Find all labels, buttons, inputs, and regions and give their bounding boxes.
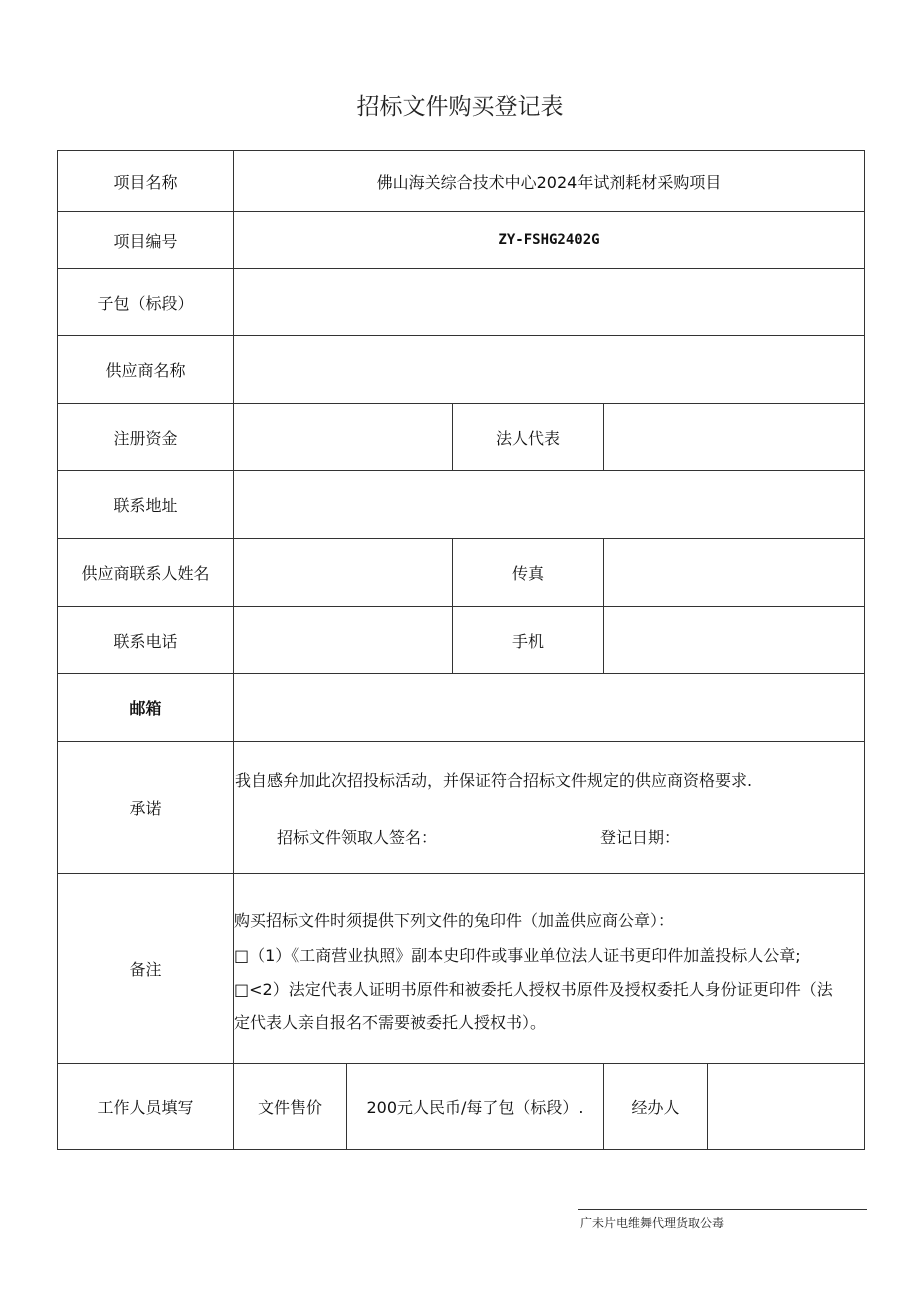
- address-field[interactable]: [234, 471, 864, 538]
- phone-label: 联系电话: [113, 631, 178, 651]
- registration-date-label: 登记日期：: [600, 828, 681, 847]
- project-name-value[interactable]: 佛山海关综合技术中心2024年试剂耗材采购项目: [376, 172, 722, 192]
- price-value: 200元人民币/每了包（标段）.: [366, 1098, 584, 1117]
- footer-divider: [578, 1209, 867, 1210]
- legal-representative-field[interactable]: [604, 404, 864, 470]
- address-label: 联系地址: [113, 496, 178, 515]
- price-label: 文件售价: [257, 1098, 322, 1117]
- legal-representative-label: 法人代表: [495, 428, 560, 448]
- remarks-line: □<2）法定代表人证明书原件和被委托人授权书原件及授权委托人身份证更印件（法: [234, 980, 833, 999]
- signature-label: 招标文件领取人签名：: [277, 828, 438, 847]
- remarks-line: □（1）《工商营业执照》副本史印件或事业单位法人证书更印件加盖投标人公章;: [234, 946, 801, 965]
- email-label: 邮箱: [129, 699, 162, 718]
- sub-package-label: 子包（标段）: [97, 293, 194, 313]
- mobile-field[interactable]: [604, 607, 864, 673]
- footer-agency: 广未片电维舞代理货取公毒: [580, 1216, 725, 1230]
- supplier-name-label: 供应商名称: [105, 361, 186, 380]
- project-number-label: 项目编号: [113, 231, 178, 251]
- fax-label: 传真: [511, 564, 544, 583]
- commitment-text: 我自感弁加此次招投标活动，并保证符合招标文件规定的供应商资格要求.: [235, 771, 753, 790]
- mobile-label: 手机: [511, 631, 544, 651]
- handler-field[interactable]: [708, 1064, 864, 1149]
- handler-label: 经办人: [631, 1098, 680, 1117]
- registered-capital-label: 注册资金: [113, 428, 178, 448]
- contact-name-field[interactable]: [234, 539, 452, 606]
- fax-field[interactable]: [604, 539, 864, 606]
- supplier-name-field[interactable]: [234, 336, 864, 403]
- remarks-line: 定代表人亲自报名不需要被委托人授权书）。: [234, 1013, 547, 1032]
- registration-form: [57, 150, 865, 1150]
- email-field[interactable]: [234, 674, 864, 741]
- phone-field[interactable]: [234, 607, 452, 673]
- sub-package-field[interactable]: [234, 269, 864, 335]
- contact-name-label: 供应商联系人姓名: [81, 564, 210, 583]
- project-name-label: 项目名称: [113, 172, 178, 192]
- staff-label: 工作人员填写: [97, 1098, 194, 1117]
- remarks-line: 购买招标文件时须提供下列文件的兔印件（加盖供应商公章）：: [234, 911, 675, 930]
- project-number-value[interactable]: ZY-FSHG2402G: [498, 232, 600, 248]
- remarks-label: 备注: [129, 960, 162, 979]
- commitment-label: 承诺: [129, 799, 162, 818]
- registered-capital-field[interactable]: [234, 404, 452, 470]
- form-title: 招标文件购买登记表: [356, 94, 564, 120]
